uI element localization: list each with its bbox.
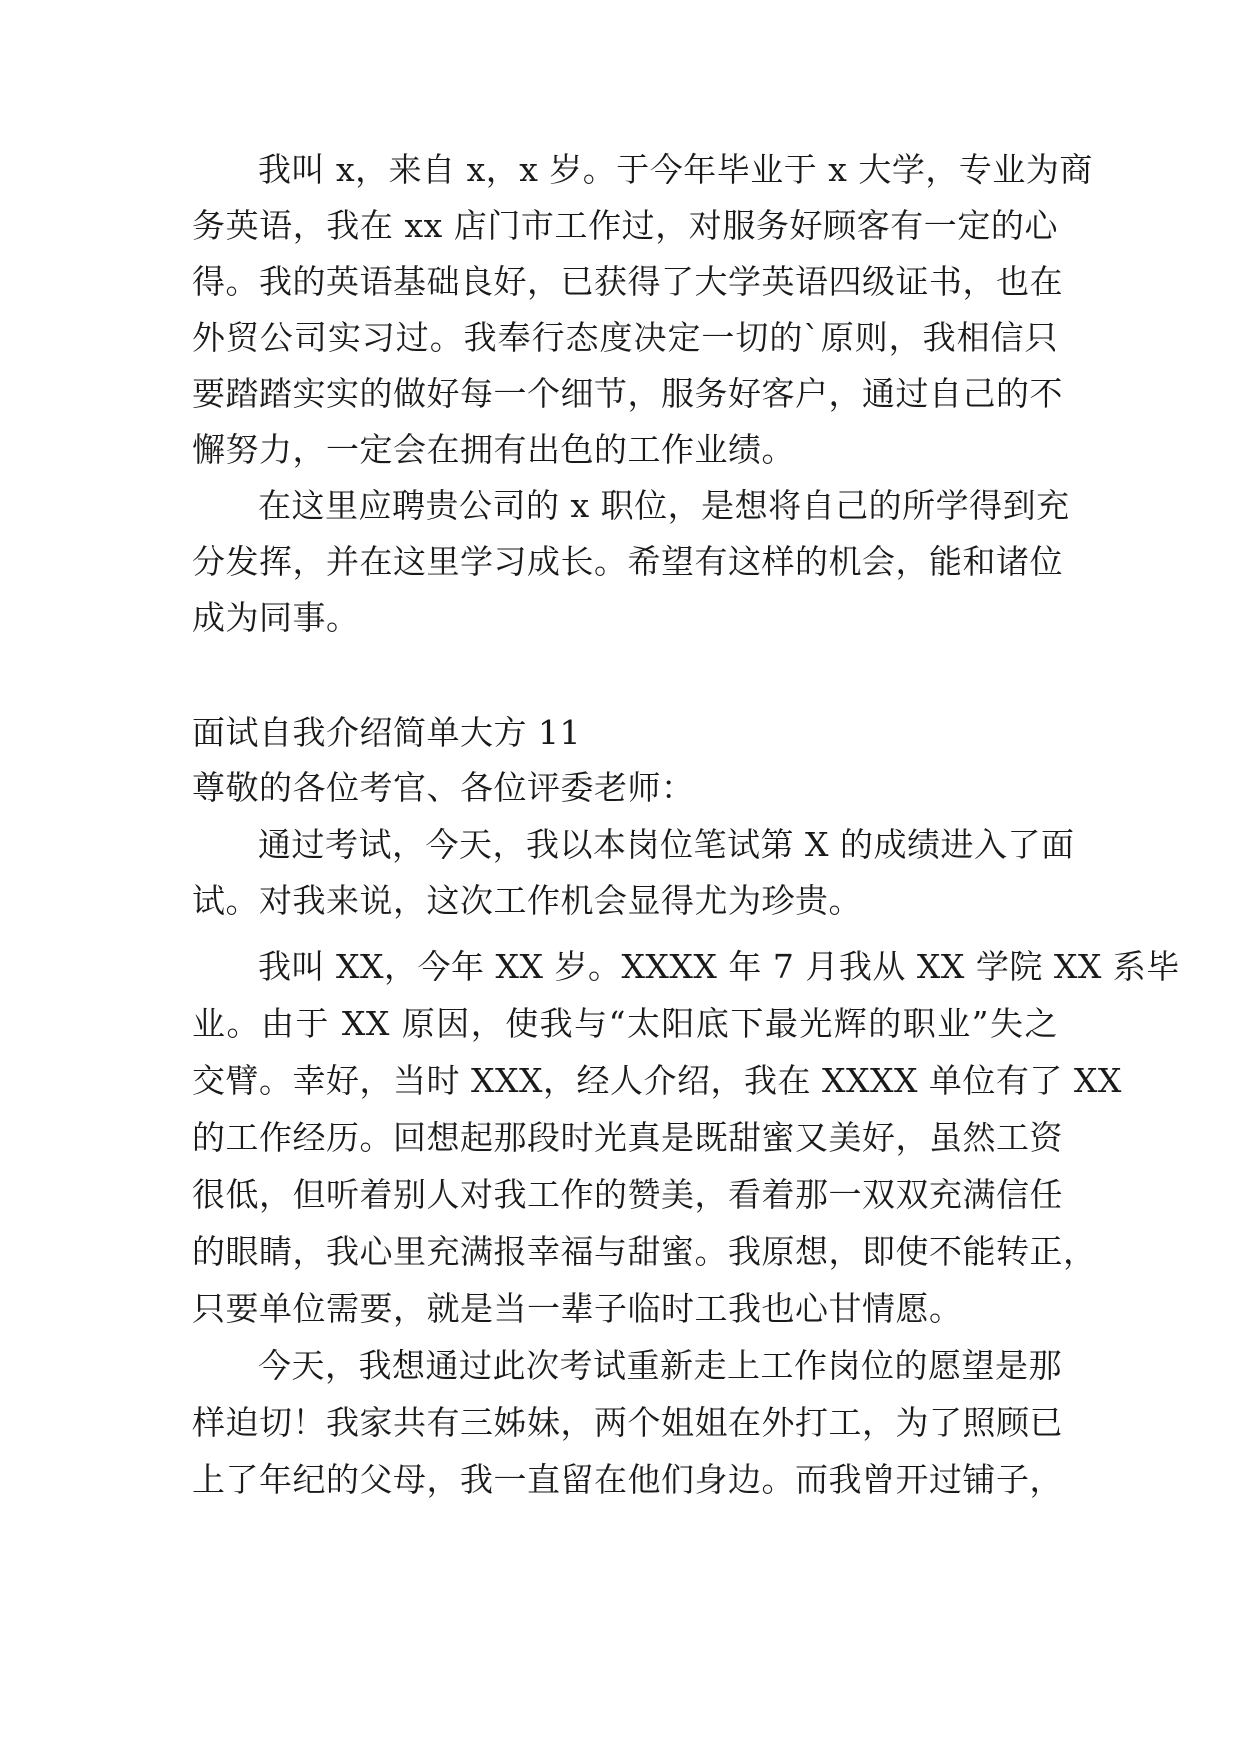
salutation: 尊敬的各位考官、各位评委老师：: [192, 768, 695, 807]
paragraph-line: 我叫 x，来自 x，x 岁。于今年毕业于 x 大学，专业为商: [258, 150, 1093, 189]
paragraph-line: 只要单位需要，就是当一辈子临时工我也心甘情愿。: [192, 1289, 963, 1328]
paragraph-line: 我叫 XX，今年 XX 岁。XXXX 年 7 月我从 XX 学院 XX 系毕: [258, 947, 1180, 986]
paragraph-line: 外贸公司实习过。我奉行态度决定一切的`原则，我相信只: [192, 318, 1058, 357]
paragraph-line: 务英语，我在 xx 店门市工作过，对服务好顾客有一定的心: [192, 206, 1058, 245]
paragraph-line: 的眼睛，我心里充满报幸福与甜蜜。我原想，即使不能转正，: [192, 1232, 1097, 1271]
paragraph-line: 要踏踏实实的做好每一个细节，服务好客户，通过自己的不: [192, 374, 1063, 413]
section-title: 面试自我介绍简单大方 11: [192, 713, 581, 752]
paragraph-line: 今天，我想通过此次考试重新走上工作岗位的愿望是那: [258, 1346, 1062, 1385]
paragraph-line: 试。对我来说，这次工作机会显得尤为珍贵。: [192, 881, 862, 920]
paragraph-line: 业。由于 XX 原因，使我与“太阳底下最光辉的职业”失之: [192, 1004, 1058, 1043]
paragraph-line: 样迫切！我家共有三姊妹，两个姐姐在外打工，为了照顾已: [192, 1403, 1063, 1442]
paragraph-line: 通过考试，今天，我以本岗位笔试第 X 的成绩进入了面: [258, 825, 1075, 864]
paragraph-line: 很低，但听着别人对我工作的赞美，看着那一双双充满信任: [192, 1175, 1063, 1214]
paragraph-line: 得。我的英语基础良好，已获得了大学英语四级证书，也在: [192, 262, 1063, 301]
paragraph-line: 分发挥，并在这里学习成长。希望有这样的机会，能和诸位: [192, 542, 1063, 581]
paragraph-line: 懈努力，一定会在拥有出色的工作业绩。: [192, 430, 795, 469]
paragraph-line: 成为同事。: [192, 598, 360, 637]
paragraph-line: 在这里应聘贵公司的 x 职位，是想将自己的所学得到充: [258, 486, 1070, 525]
paragraph-line: 上了年纪的父母，我一直留在他们身边。而我曾开过铺子，: [192, 1460, 1063, 1499]
paragraph-line: 的工作经历。回想起那段时光真是既甜蜜又美好，虽然工资: [192, 1118, 1063, 1157]
paragraph-line: 交臂。幸好，当时 XXX，经人介绍，我在 XXXX 单位有了 XX: [192, 1061, 1122, 1100]
